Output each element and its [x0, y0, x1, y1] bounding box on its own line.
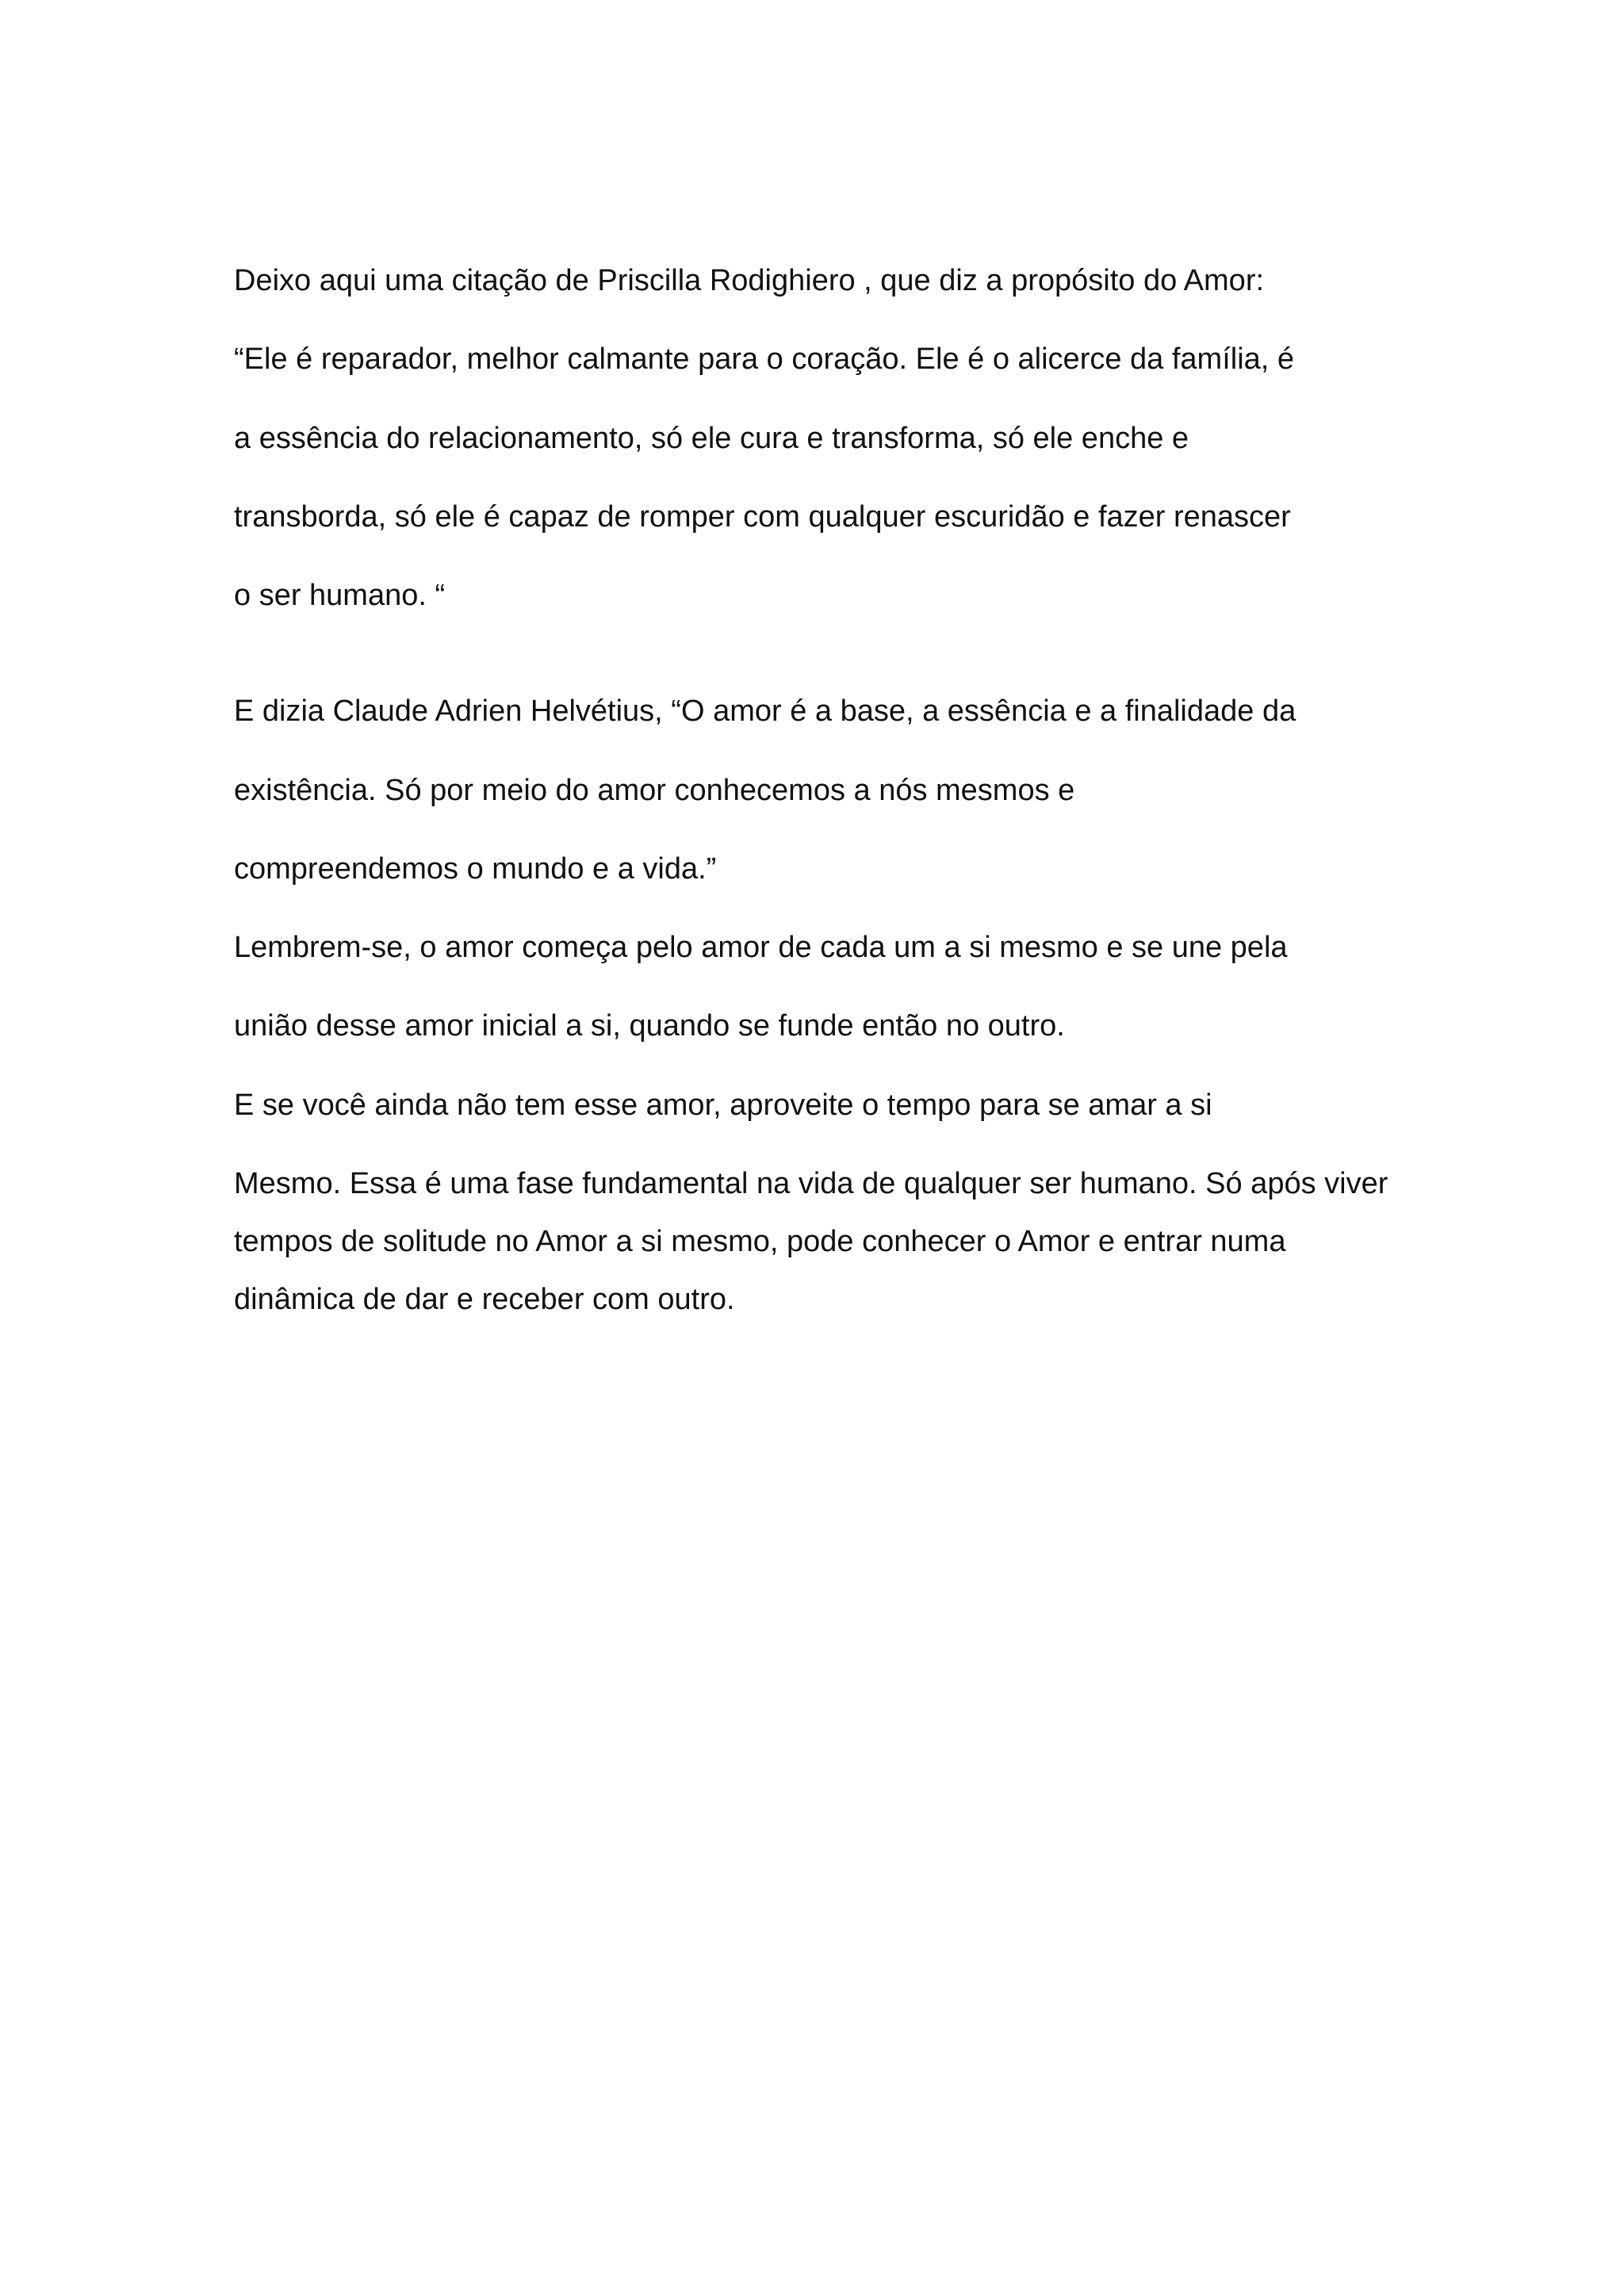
text-line: o ser humano. “ [234, 579, 446, 612]
text-line: transborda, só ele é capaz de romper com qualquer escuridão e fazer renascer [234, 500, 1291, 534]
text-line: Lembrem-se, o amor começa pelo amor de cada um a si mesmo e se une pela [234, 931, 1288, 964]
text-line: a essência do relacionamento, só ele cura e transforma, só ele enche e [234, 422, 1189, 455]
text-line: Mesmo. Essa é uma fase fundamental na vida de qualquer ser humano. Só após viver [234, 1167, 1388, 1200]
text-line: E se você ainda não tem esse amor, aproveite o tempo para se amar a si [234, 1089, 1212, 1122]
text-line: compreendemos o mundo e a vida.” [234, 852, 717, 886]
text-line: existência. Só por meio do amor conhecemos a nós mesmos e [234, 774, 1075, 807]
text-line: Deixo aqui uma citação de Priscilla Rodighiero , que diz a propósito do Amor: [234, 264, 1265, 297]
text-line: “Ele é reparador, melhor calmante para o coração. Ele é o alicerce da família, é [234, 342, 1295, 376]
text-line: união desse amor inicial a si, quando se funde então no outro. [234, 1009, 1065, 1043]
text-line: E dizia Claude Adrien Helvétius, “O amor é a base, a essência e a finalidade da [234, 695, 1297, 728]
text-line: tempos de solitude no Amor a si mesmo, pode conhecer o Amor e entrar numa [234, 1225, 1286, 1258]
text-line: dinâmica de dar e receber com outro. [234, 1283, 735, 1316]
